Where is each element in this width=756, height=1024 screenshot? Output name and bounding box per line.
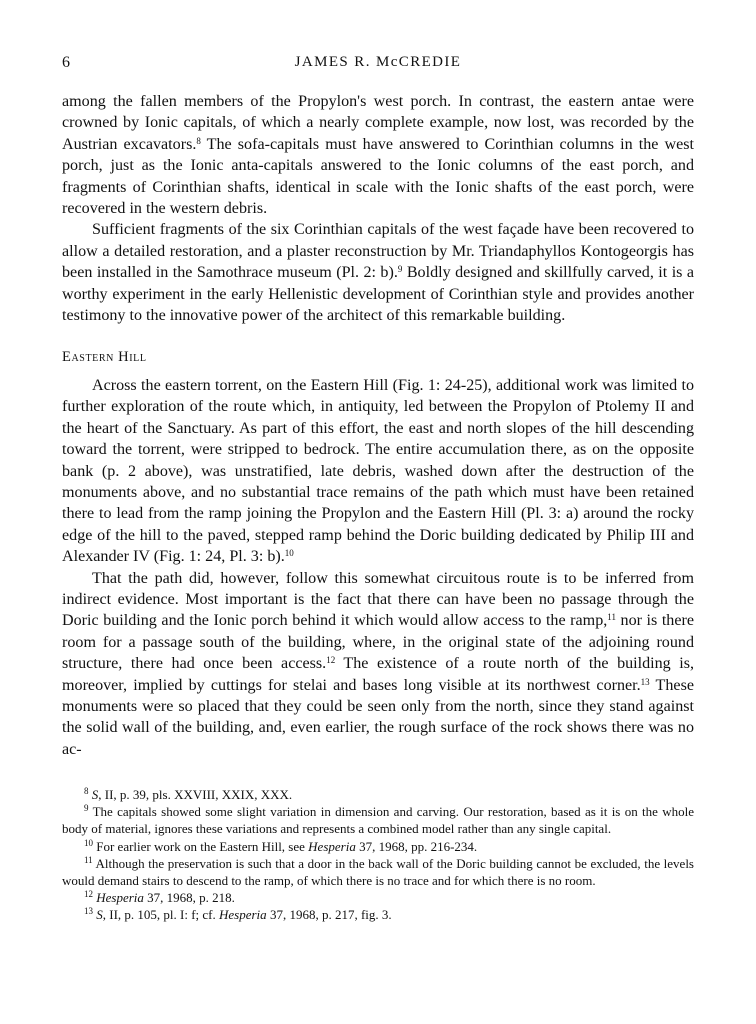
italic-citation: Hesperia — [308, 838, 356, 854]
footnote-ref: 10 — [284, 548, 294, 559]
paragraph: Sufficient fragments of the six Corinthian capitals of the west façade have been recovered to allow a detailed restoration, and a plaster reconstruction by Mr. Triandaphyllos Kontogeorgis has been installed in the Samothrace museum (Pl. 2: b).$^9$ Boldly designed and skillfully carved, it is a worthy experiment in the early Hellenistic development of Corinthian style and provides another testimony to the innovative power of the architect of this remarkable building. — [62, 221, 695, 325]
italic-citation: Hesperia — [219, 907, 267, 923]
paragraph: among the fallen members of the Propylon's west porch. In contrast, the eastern antae were crowned by Ionic capitals, of which a nearly complete example, now lost, was recorded by the Austrian excavators.$^8$ The sofa-capitals must have answered to Corinthian columns in the west porch, just as the Ionic anta-capitals answered to the Ionic columns of the east porch, and fragments of Corinthian shafts, identical in scale with the Ionic shafts of the east porch, were recovered in the western debris. — [62, 93, 694, 218]
footnote-ref: 11 — [607, 612, 616, 623]
footnote-ref: 9 — [397, 264, 403, 275]
paragraph: Across the eastern torrent, on the Eastern Hill (Fig. 1: 24-25), additional work was limited to further exploration of the route which, in antiquity, led between the Propylon of Ptolemy II and the heart of the Sanctuary. As part of this effort, the east and north slopes of the hill descending toward the torrent, were stripped to bedrock. The entire accumulation there, as on the opposite bank (p. 2 above), was unstratified, late debris, washed down after the destruction of the monuments above, and no substantial trace remains of the path which must have been retained there to lead from the ramp joining the Propylon and the Eastern Hill (Pl. 3: a) around the rocky edge of the hill to the paved, stepped ramp behind the Doric building dedicated by Philip III and Alexander IV (Fig. 1: 24, Pl. 3: b).$^{10}$ — [62, 376, 694, 566]
footnote-number: 8 — [84, 786, 89, 796]
body-text — [62, 91, 694, 760]
italic-citation: S — [91, 787, 99, 802]
page-header — [62, 54, 694, 76]
footnote-number: 11 — [84, 854, 93, 865]
footnote-number: 10 — [84, 837, 93, 848]
section-heading: Eastern Hill — [62, 349, 147, 366]
footnote-ref: 12 — [326, 655, 336, 666]
footnote-ref: 8 — [196, 135, 201, 146]
footnote-number: 9 — [84, 803, 89, 814]
italic-citation: Hesperia — [96, 890, 144, 906]
page-number: 6 — [62, 54, 70, 71]
italic-citation: S — [96, 907, 103, 923]
footnote: $^{11}$ Although the preservation is such that a door in the back wall of the Doric building cannot be excluded, the levels would demand stairs to descend to the ramp, of which there is no trace and for which there is no room. — [62, 854, 694, 889]
footnote-number: 12 — [84, 889, 93, 900]
footnote: $^{12}$ Hesperia 37, 1968, p. 218. — [84, 889, 235, 906]
footnotes — [62, 786, 694, 924]
paragraph: That the path did, however, follow this somewhat circuitous route is to be inferred from indirect evidence. Most important is the fact that there can have been no passage through the Doric building and the Ionic porch behind it which would allow access to the ramp,$^{11}$ nor is there room for a passage south of the building, where, in the original state of the adjoining round structure, there had once been access.$^{12}$ The existence of a route north of the building is, moreover, implied by cuttings for stelai and bases long visible at its northwest corner.$^{13}$ These monuments were so placed that they could be seen only from the north, since they stand against the solid wall of the building, and, even earlier, the rough surface of the rock shows there was no ac- — [62, 569, 695, 758]
footnote: $^8$ S, II, p. 39, pls. XXVIII, XXIX, XXX. — [84, 786, 293, 802]
footnote: $^{13}$ S, II, p. 105, pl. I: f; cf. Hesperia 37, 1968, p. 217, fig. 3. — [84, 906, 392, 923]
footnote: $^9$ The capitals showed some slight variation in dimension and carving. Our restoration, based as it is on the whole body of material, ignores these variations and represents a combined model rather than any single capital. — [62, 803, 694, 837]
footnote-number: 13 — [84, 906, 93, 917]
running-head: JAMES R. McCREDIE — [294, 54, 462, 70]
footnote-ref: 13 — [640, 676, 650, 687]
footnote: $^{10}$ For earlier work on the Eastern Hill, see Hesperia 37, 1968, pp. 216-234. — [84, 837, 478, 854]
